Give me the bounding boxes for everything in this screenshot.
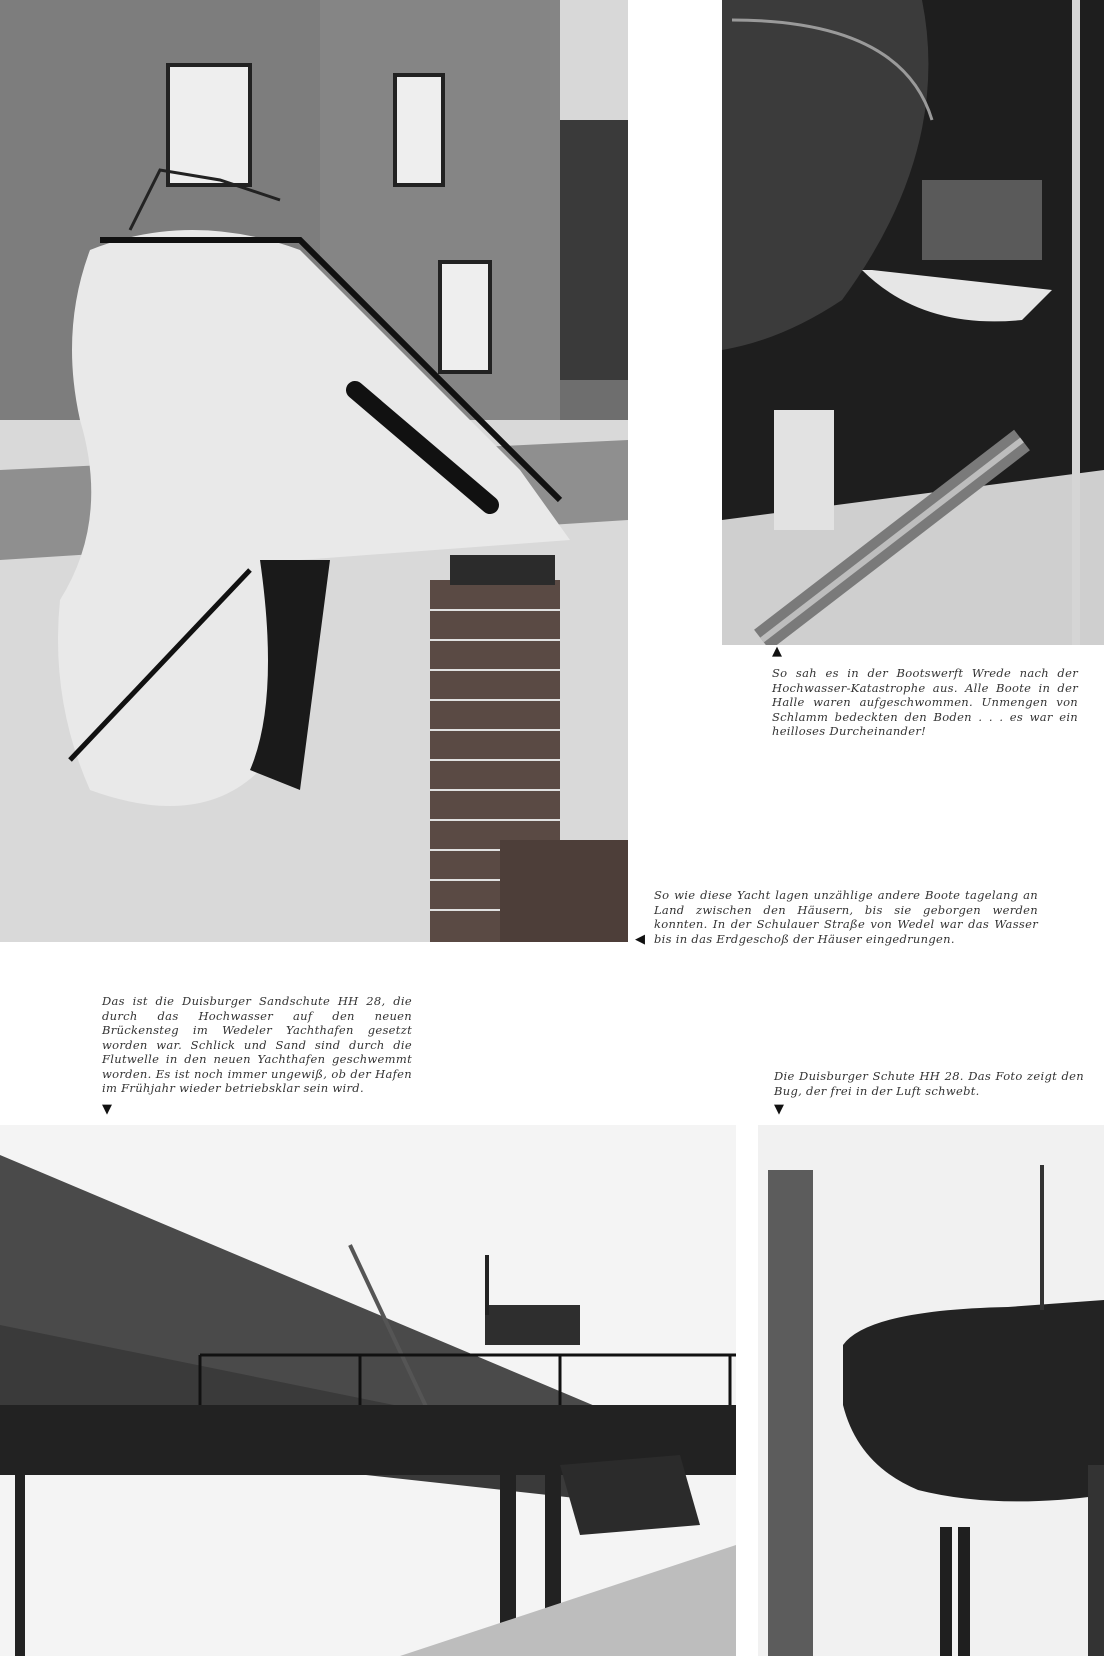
photo-barge-on-jetty: [0, 1125, 736, 1656]
caption-yacht: So wie diese Yacht lagen unzählige andere Boote tagelang an Land zwischen den Häusern, bis sie geborgen werden konnten. In der Schulauer Straße von Wedel war das Wasser bis in das Erdgeschoß der Häuser eingedrungen.: [654, 888, 1038, 946]
photo-yacht-on-land: [0, 0, 628, 942]
caption-down-arrow: ▼: [102, 1102, 112, 1117]
caption-boatyard: So sah es in der Bootswerft Wrede nach der Hochwasser-Katastrophe aus. Alle Boote in der Halle waren aufgeschwommen. Unmengen von Schlamm bedeckten den Boden . . . es war ein heilloses Durcheinander!: [772, 666, 1078, 738]
caption-bow: Die Duisburger Schute HH 28. Das Foto zeigt den Bug, der frei in der Luft schwebt.: [774, 1069, 1084, 1098]
photo-boatyard-hall: [722, 0, 1104, 645]
caption-left-arrow: ◀: [635, 932, 645, 947]
caption-barge: Das ist die Duisburger Sandschute HH 28, die durch das Hochwasser auf den neuen Brückensteg im Wedeler Yachthafen gesetzt worden war. Schlick und Sand sind durch die Flutwelle in den neuen Yachthafen geschwemmt worden. Es ist noch immer ungewiß, ob der Hafen im Frühjahr wieder betriebsklar sein wird.: [102, 994, 412, 1095]
photo-barge-bow-in-air: [758, 1125, 1104, 1656]
caption-down-arrow: ▼: [774, 1102, 784, 1117]
caption-up-arrow: ▲: [772, 644, 782, 659]
